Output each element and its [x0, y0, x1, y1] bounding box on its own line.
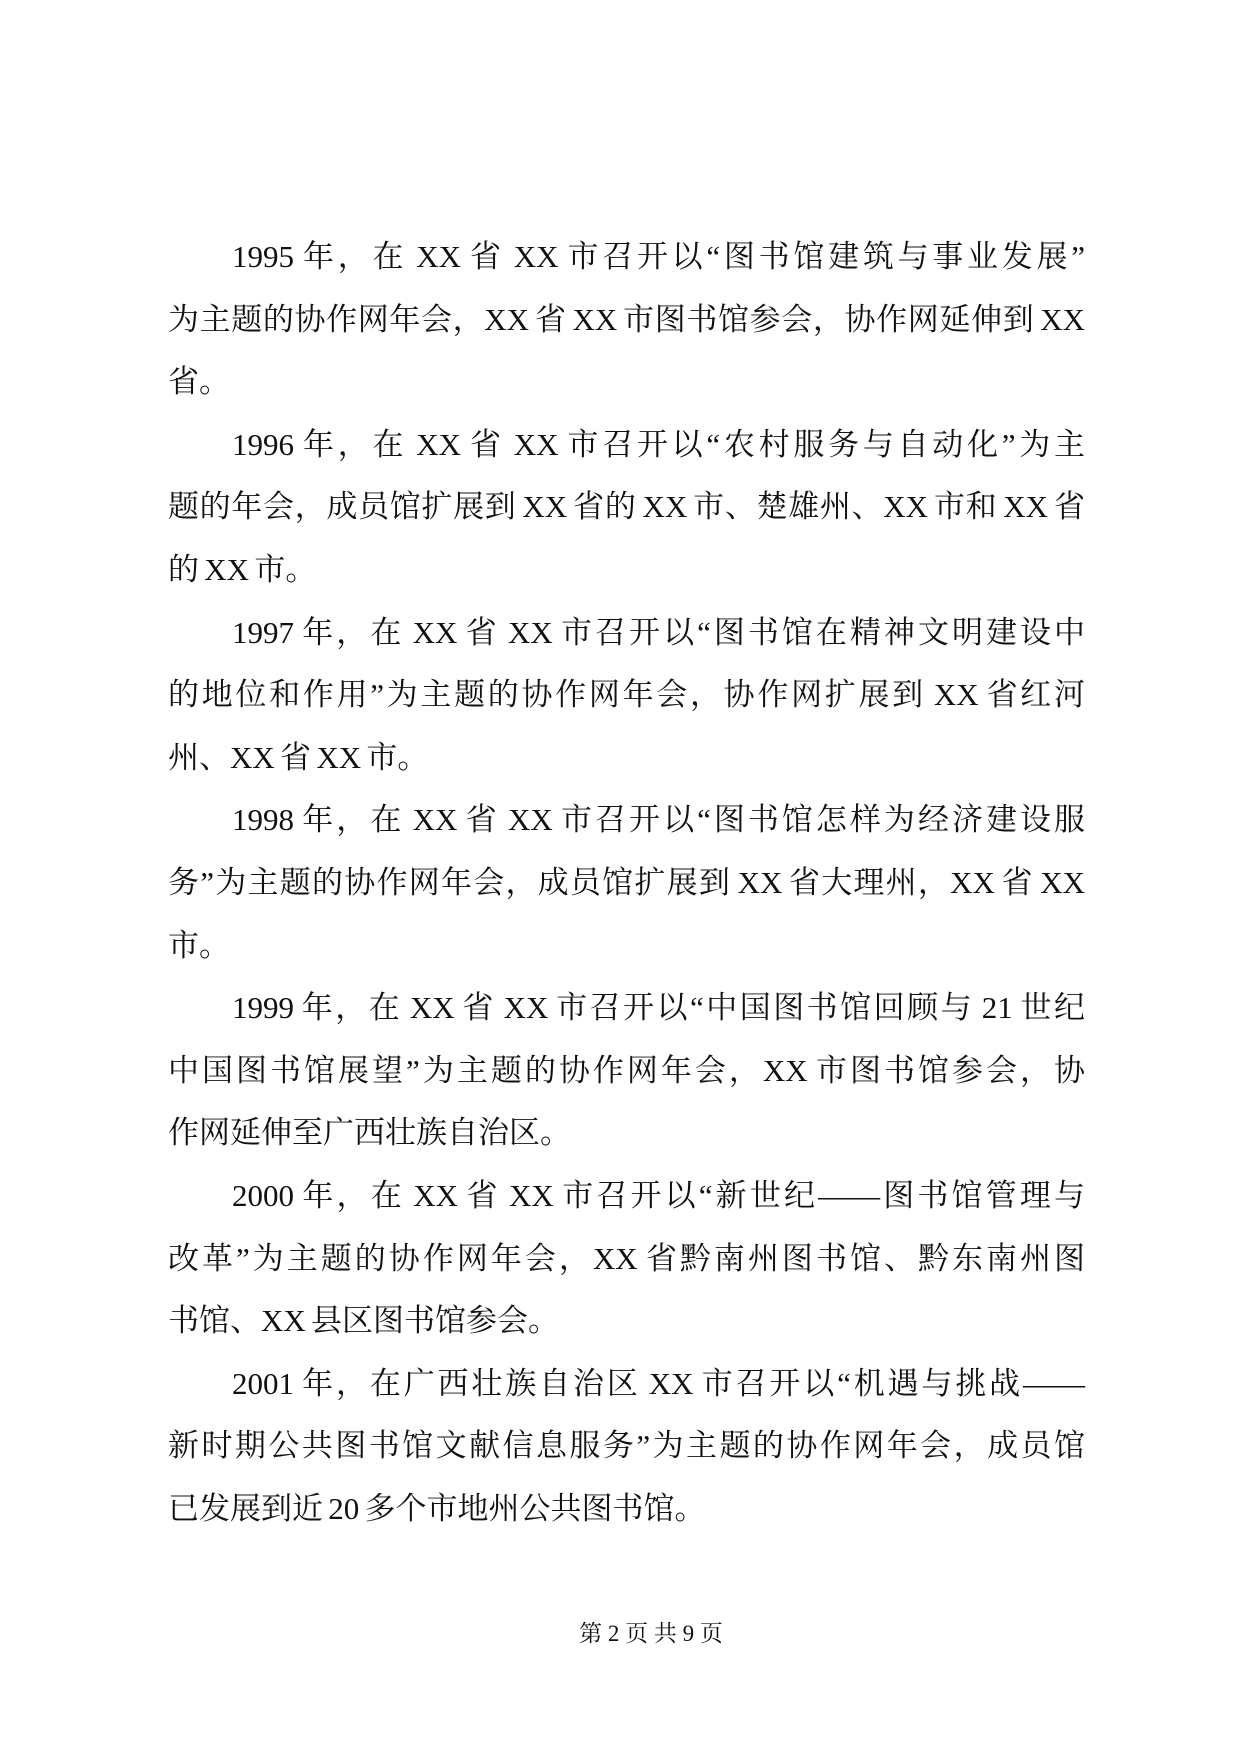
paragraph-line: 1996 年，在 XX 省 XX 市召开以“农村服务与自动化”为主 [232, 426, 1085, 462]
paragraph-line: 务”为主题的协作网年会，成员馆扩展到 XX 省大理州，XX 省 XX [168, 864, 1085, 900]
paragraph-line: 1995 年，在 XX 省 XX 市召开以“图书馆建筑与事业发展” [232, 239, 1085, 274]
paragraph-line: 的 XX 市。 [168, 551, 317, 587]
paragraph-line: 1999 年，在 XX 省 XX 市召开以“中国图书馆回顾与 21 世纪 [232, 990, 1085, 1026]
paragraph-line: 2001 年，在广西壮族自治区 XX 市召开以“机遇与挑战—— [232, 1365, 1085, 1401]
paragraph-line: 州、XX 省 XX 市。 [168, 739, 429, 775]
paragraph-line: 书馆、XX 县区图书馆参会。 [168, 1303, 560, 1339]
paragraph-2000 [168, 1165, 1085, 1353]
paragraph-1998 [168, 789, 1085, 977]
paragraph-line: 市。 [168, 927, 230, 963]
document-body [168, 226, 1085, 1540]
paragraph-line: 为主题的协作网年会，XX 省 XX 市图书馆参会，协作网延伸到 XX [168, 301, 1085, 337]
paragraph-line: 作网延伸至广西壮族自治区。 [168, 1115, 571, 1151]
paragraph-line: 1997 年，在 XX 省 XX 市召开以“图书馆在精神文明建设中 [232, 614, 1085, 650]
paragraph-line: 的地位和作用”为主题的协作网年会，协作网扩展到 XX 省红河 [168, 677, 1085, 713]
paragraph-line: 题的年会，成员馆扩展到 XX 省的 XX 市、楚雄州、XX 市和 XX 省 [168, 489, 1085, 525]
page-number-footer: 第 2 页 共 9 页 [579, 1621, 723, 1646]
paragraph-line: 省。 [168, 364, 230, 400]
paragraph-1997 [168, 602, 1085, 790]
paragraph-1995 [168, 226, 1085, 414]
paragraph-1996 [168, 414, 1085, 602]
paragraph-line: 新时期公共图书馆文献信息服务”为主题的协作网年会，成员馆 [168, 1428, 1085, 1464]
paragraph-2001 [168, 1353, 1085, 1541]
paragraph-line: 2000 年，在 XX 省 XX 市召开以“新世纪——图书馆管理与 [232, 1177, 1085, 1213]
paragraph-line: 已发展到近 20 多个市地州公共图书馆。 [168, 1490, 706, 1526]
paragraph-line: 1998 年，在 XX 省 XX 市召开以“图书馆怎样为经济建设服 [232, 802, 1085, 838]
paragraph-line: 中国图书馆展望”为主题的协作网年会，XX 市图书馆参会，协 [168, 1052, 1085, 1088]
paragraph-1999 [168, 977, 1085, 1165]
paragraph-line: 改革”为主题的协作网年会，XX 省黔南州图书馆、黔东南州图 [168, 1240, 1085, 1276]
